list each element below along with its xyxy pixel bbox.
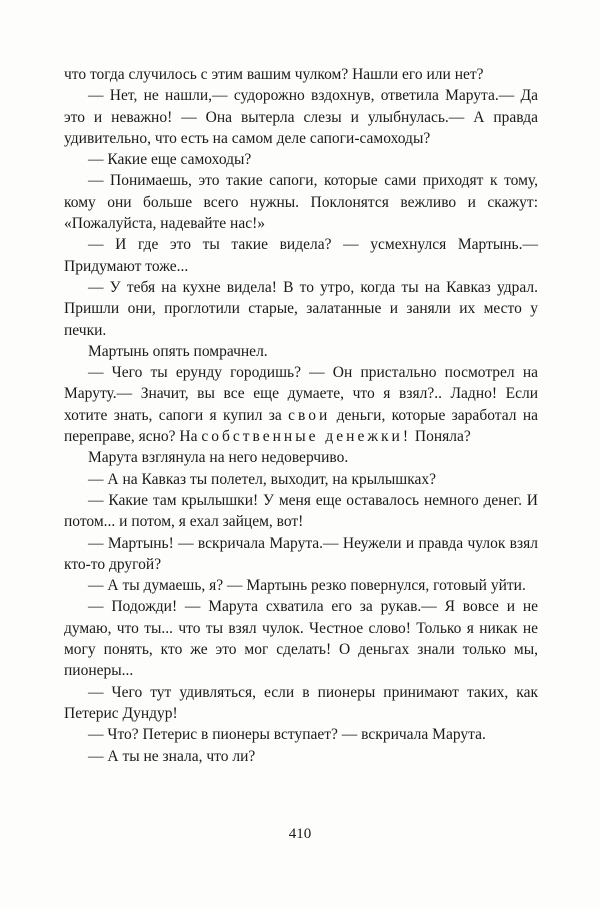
paragraph: — Чего тут удивляться, если в пионеры принимают таких, как Петерис Дундур! xyxy=(64,683,538,722)
body-text xyxy=(64,64,538,767)
paragraph: — А ты не знала, что ли? xyxy=(88,747,256,765)
paragraph-text: — Чего ты ерунду городишь? — Он пристально посмотрел на Маруту.— Значит, вы все еще думаете, что я взял?.. Ладно! Если хотите знать, сапоги я купил за xyxy=(64,364,538,424)
paragraph-text: Поняла? xyxy=(411,428,471,446)
page-number: 410 xyxy=(288,826,312,842)
paragraph: — Что? Петерис в пионеры вступает? — вскричала Марута. xyxy=(88,726,486,744)
emphasized-text: собственные денежки! xyxy=(201,428,412,446)
paragraph: — Мартынь! — вскричала Марута.— Неужели и правда чулок взял кто-то другой? xyxy=(64,534,538,573)
paragraph: — Подожди! — Марута схватила его за рукав.— Я вовсе и не думаю, что ты... что ты взял чулок. Честное слово! Только я никак не могу понять, кто же это мог сделать! О деньгах знали только мы, пионеры... xyxy=(64,598,538,680)
paragraph: — Нет, не нашли,— судорожно вздохнув, ответила Марута.— Да это и неважно! — Она вытерла слезы и улыбнулась.— А правда удивительно, что есть на самом деле сапоги-самоходы? xyxy=(64,87,538,147)
paragraph: — А ты думаешь, я? — Мартынь резко повернулся, готовый уйти. xyxy=(88,577,526,595)
paragraph: — И где это ты такие видела? — усмехнулся Мартынь.— Придумают тоже... xyxy=(64,236,538,275)
paragraph: что тогда случилось с этим вашим чулком? Нашли его или нет? xyxy=(64,66,484,83)
paragraph: — Какие там крылышки! У меня еще оставалось немного денег. И потом... и потом, я ехал зайцем, вот! xyxy=(64,491,538,531)
paragraph: — Какие еще самоходы? xyxy=(88,151,252,169)
paragraph: — Понимаешь, это такие сапоги, которые сами приходят к тому, кому они больше всего нужны. Поклонятся вежливо и скажут: «Пожалуйста, надевайте нас!» xyxy=(64,172,538,233)
paragraph: — У тебя на кухне видела! В то утро, когда ты на Кавказ удрал. Пришли они, проглотили старые, залатанные и заняли их место у печки. xyxy=(64,278,538,339)
paragraph: — А на Кавказ ты полетел, выходит, на крылышках? xyxy=(88,470,437,488)
emphasized-text: свои xyxy=(288,406,331,424)
paragraph-text: деньги, которые заработал на переправе, ясно? На xyxy=(64,406,538,446)
paragraph: Марута взглянула на него недоверчиво. xyxy=(88,449,349,467)
paragraph: Мартынь опять помрачнел. xyxy=(88,342,268,360)
paragraph xyxy=(64,362,538,447)
